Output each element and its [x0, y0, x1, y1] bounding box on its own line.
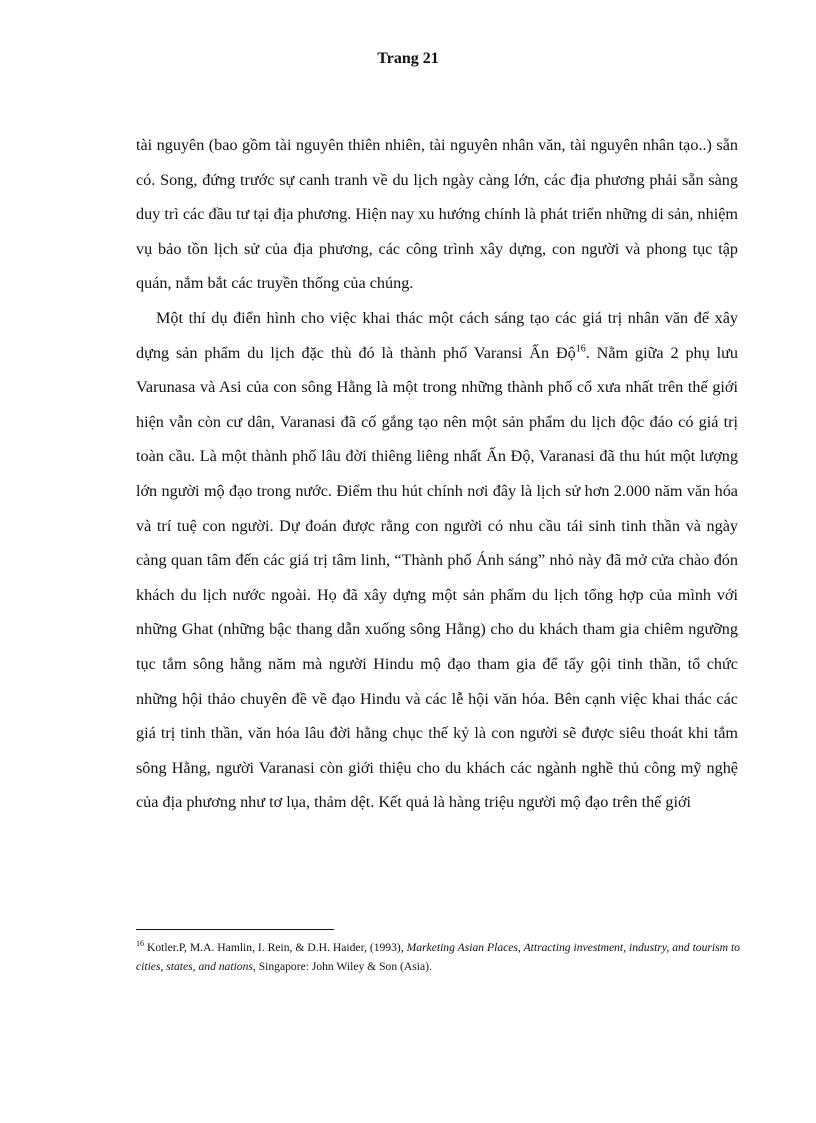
footnote: [136, 939, 740, 976]
footnote-authors: Kotler.P, M.A. Hamlin, I. Rein, & D.H. Haider, (1993),: [144, 941, 407, 954]
paragraph-2-text-start: Một thí dụ điển hình cho việc khai thác một cách sáng tạo các giá trị nhân văn để xây dựng sản phẩm du lịch đặc thù đó là thành phố Varansi Ấn Độ: [136, 308, 738, 362]
paragraph-1: tài nguyên (bao gồm tài nguyên thiên nhiên, tài nguyên nhân văn, tài nguyên nhân tạo..) sẵn có. Song, đứng trước sự canh tranh về du lịch ngày càng lớn, các địa phương phải sẵn sàng duy trì các đầu tư tại địa phương. Hiện nay xu hướng chính là phát triển những di sản, nhiệm vụ bảo tồn lịch sử của địa phương, các công trình xây dựng, con người và phong tục tập quán, nắm bắt các truyền thống của chúng.: [136, 136, 738, 293]
footnote-publisher: , Singapore: John Wiley & Son (Asia).: [252, 959, 432, 973]
main-body-text: [136, 128, 738, 820]
page-number-header: Trang 21: [377, 50, 439, 67]
footnote-number: 16: [136, 939, 144, 949]
paragraph-2: [136, 301, 738, 820]
footnote-title: Marketing Asian Places, Attracting investment, industry, and tourism to cities, states, and nations: [136, 941, 740, 973]
paragraph-2-text-rest: . Nằm giữa 2 phụ lưu Varunasa và Asi của con sông Hằng là một trong những thành phố cổ xưa nhất trên thế giới hiện vẫn còn cư dân, Varanasi đã cố gắng tạo nên một sản phẩm du lịch độc đáo có giá trị toàn cầu. Là một thành phố lâu đời thiêng liêng nhất Ấn Độ, Varanasi đã thu hút một lượng lớn người mộ đạo trong nước. Điểm thu hút chính nơi đây là lịch sử hơn 2.000 năm văn hóa và trí tuệ con người. Dự đoán được rằng con người có nhu cầu tái sinh tinh thần và ngày càng quan tâm đến các giá trị tâm linh, “Thành phố Ánh sáng” nhỏ này đã mở cửa chào đón khách du lịch nước ngoài. Họ đã xây dựng một sản phẩm du lịch tổng hợp của mình với những Ghat (những bậc thang dẫn xuống sông Hằng) cho du khách tham gia chiêm ngưỡng tục tắm sông hằng năm mà người Hindu mộ đạo tham gia để tẩy gội tinh thần, tổ chức những hội thảo chuyên đề về đạo Hindu và các lễ hội văn hóa. Bên cạnh việc khai thác các giá trị tinh thần, văn hóa lâu đời hằng chục thế kỷ là con người sẽ được siêu thoát khi tắm sông Hằng, người Varanasi còn giới thiệu cho du khách các ngành nghề thủ công mỹ nghệ của địa phương như tơ lụa, thảm dệt. Kết quả là hàng triệu người mộ đạo trên thế giới: [136, 343, 738, 812]
footnote-separator: [136, 929, 334, 930]
footnote-reference[interactable]: 16: [575, 343, 586, 355]
